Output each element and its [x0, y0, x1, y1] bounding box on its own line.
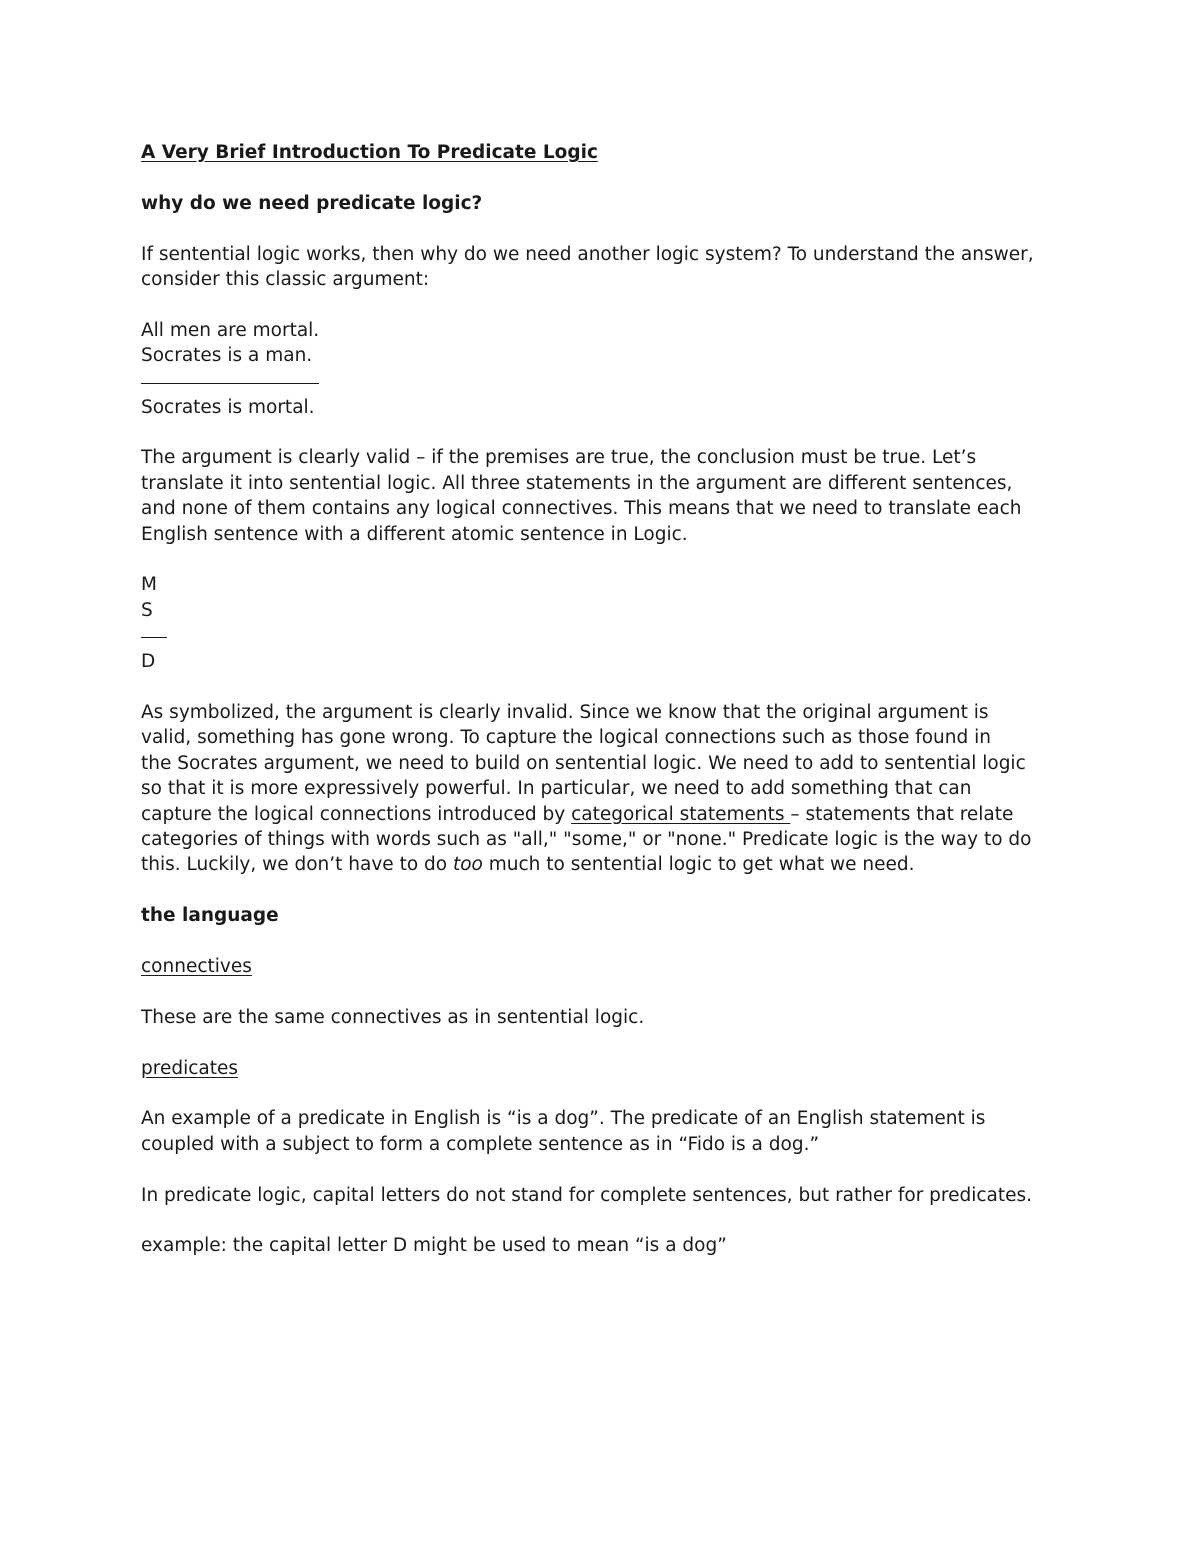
paragraph-line — [141, 802, 1071, 827]
argument-divider-line — [141, 369, 319, 384]
text-run: – statements that relate — [790, 803, 1014, 825]
subheading-connectives: connectives — [141, 956, 252, 978]
paragraph-line: If sentential logic works, then why do we need another logic system? To understand the answer, — [141, 243, 1034, 265]
section-heading-why: why do we need predicate logic? — [141, 192, 483, 214]
connectives-paragraph: These are the same connectives as in sentential logic. — [141, 1006, 645, 1028]
predicates-paragraph-2: In predicate logic, capital letters do not stand for complete sentences, but rather for predicates. — [141, 1184, 1033, 1206]
paragraph-line — [141, 852, 1071, 877]
text-run: much to sentential logic to get what we need. — [482, 854, 915, 876]
invalid-paragraph — [141, 700, 1071, 878]
symbol-premise: M — [141, 574, 157, 596]
symbol-conclusion: D — [141, 651, 156, 673]
text-run: capture the logical connections introduced by — [141, 803, 572, 825]
paragraph-line: and none of them contains any logical connectives. This means that we need to translate each — [141, 498, 1022, 520]
symbol-premise: S — [141, 599, 153, 621]
example-line: example: the capital letter D might be used to mean “is a dog” — [141, 1235, 727, 1257]
paragraph-line: As symbolized, the argument is clearly invalid. Since we know that the original argument is — [141, 702, 989, 724]
argument-premise: Socrates is a man. — [141, 345, 313, 367]
categorical-statements-term: categorical statements — [571, 803, 791, 825]
symbol-divider-line — [141, 623, 167, 638]
paragraph-line: categories of things with words such as "all," "some," or "none." Predicate logic is the way to do — [141, 829, 1032, 851]
text-run: this. Luckily, we don’t have to do — [141, 854, 453, 876]
paragraph-line: valid, something has gone wrong. To capture the logical connections such as those found in — [141, 727, 991, 749]
subheading-predicates: predicates — [141, 1057, 238, 1079]
emphasis-too: too — [452, 854, 483, 876]
argument-conclusion: Socrates is mortal. — [141, 396, 315, 418]
paragraph-line: the Socrates argument, we need to build on sentential logic. We need to add to sentential logic — [141, 752, 1026, 774]
paragraph-line: coupled with a subject to form a complete sentence as in “Fido is a dog.” — [141, 1133, 820, 1155]
predicates-paragraph — [141, 1106, 1071, 1157]
document-page — [141, 140, 1071, 1259]
paragraph-line: The argument is clearly valid – if the premises are true, the conclusion must be true. Let’s — [141, 447, 977, 469]
paragraph-line: English sentence with a different atomic sentence in Logic. — [141, 523, 688, 545]
intro-paragraph — [141, 242, 1071, 293]
section-heading-language: the language — [141, 905, 279, 927]
symbolized-argument — [141, 572, 1071, 674]
translation-paragraph — [141, 445, 1071, 547]
paragraph-line: translate it into sentential logic. All three statements in the argument are different sentences, — [141, 472, 1013, 494]
document-title: A Very Brief Introduction To Predicate Logic — [141, 142, 598, 163]
paragraph-line: An example of a predicate in English is “is a dog”. The predicate of an English statement is — [141, 1108, 986, 1130]
paragraph-line: so that it is more expressively powerful. In particular, we need to add something that can — [141, 778, 972, 800]
argument-premise: All men are mortal. — [141, 319, 320, 341]
paragraph-line: consider this classic argument: — [141, 269, 430, 290]
english-argument — [141, 318, 1071, 420]
